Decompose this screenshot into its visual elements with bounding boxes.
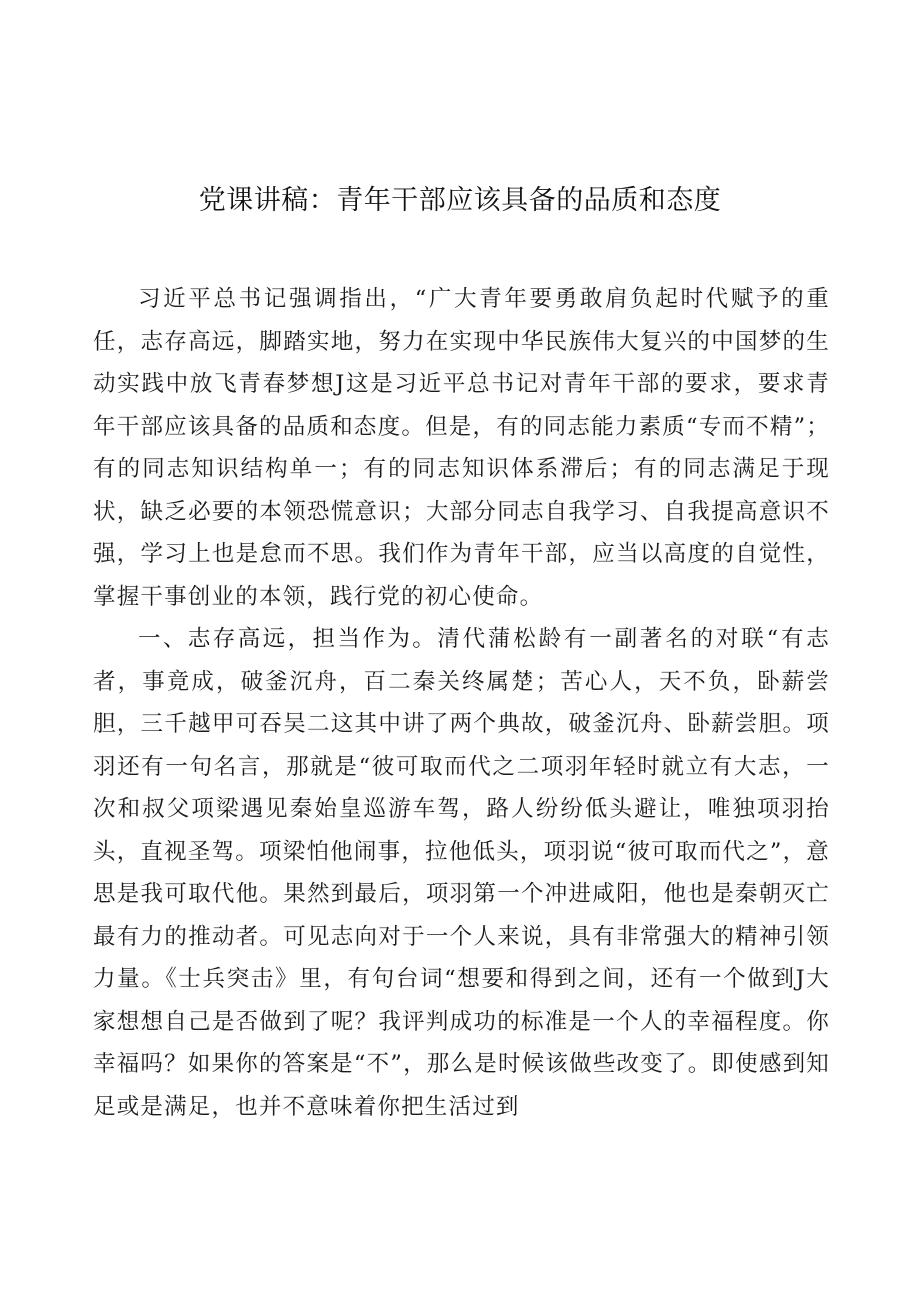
document-body	[93, 278, 830, 1128]
section-1-heading: 一、志存高远，担当作为。	[138, 626, 438, 652]
document-title: 党课讲稿：青年干部应该具备的品质和态度	[198, 185, 722, 216]
section-1-paragraph	[93, 618, 830, 1128]
intro-paragraph: 习近平总书记强调指出，“广大青年要勇敢肩负起时代赋予的重任，志存高远，脚踏实地，努力在实现中华民族伟大复兴的中国梦的生动实践中放飞青春梦想J这是习近平总书记对青年干部的要求，要求青年干部应该具备的品质和态度。但是，有的同志能力素质“专而不精”；有的同志知识结构单一；有的同志知识体系滞后；有的同志满足于现状，缺乏必要的本领恐慌意识；大部分同志自我学习、自我提高意识不强，学习上也是怠而不思。我们作为青年干部，应当以高度的自觉性，掌握干事创业的本领，践行党的初心使命。	[93, 286, 830, 610]
section-1-text: 清代蒲松龄有一副著名的对联“有志者，事竟成，破釜沉舟，百二秦关终属楚；苦心人，天不负，卧薪尝胆，三千越甲可吞吴二这其中讲了两个典故，破釜沉舟、卧薪尝胆。项羽还有一句名言，那就是“彼可取而代之二项羽年轻时就立有大志，一次和叔父项梁遇见秦始皇巡游车驾，路人纷纷低头避让，唯独项羽抬头，直视圣驾。项梁怕他闹事，拉他低头，项羽说“彼可取而代之”，意思是我可取代他。果然到最后，项羽第一个冲进咸阳，他也是秦朝灭亡最有力的推动者。可见志向对于一个人来说，具有非常强大的精神引领力量。《士兵突击》里，有句台词“想要和得到之间，还有一个做到J大家想想自己是否做到了呢？我评判成功的标准是一个人的幸福程度。你幸福吗？如果你的答案是“不”，那么是时候该做些改变了。即使感到知足或是满足，也并不意味着你把生活过到	[93, 626, 830, 1120]
